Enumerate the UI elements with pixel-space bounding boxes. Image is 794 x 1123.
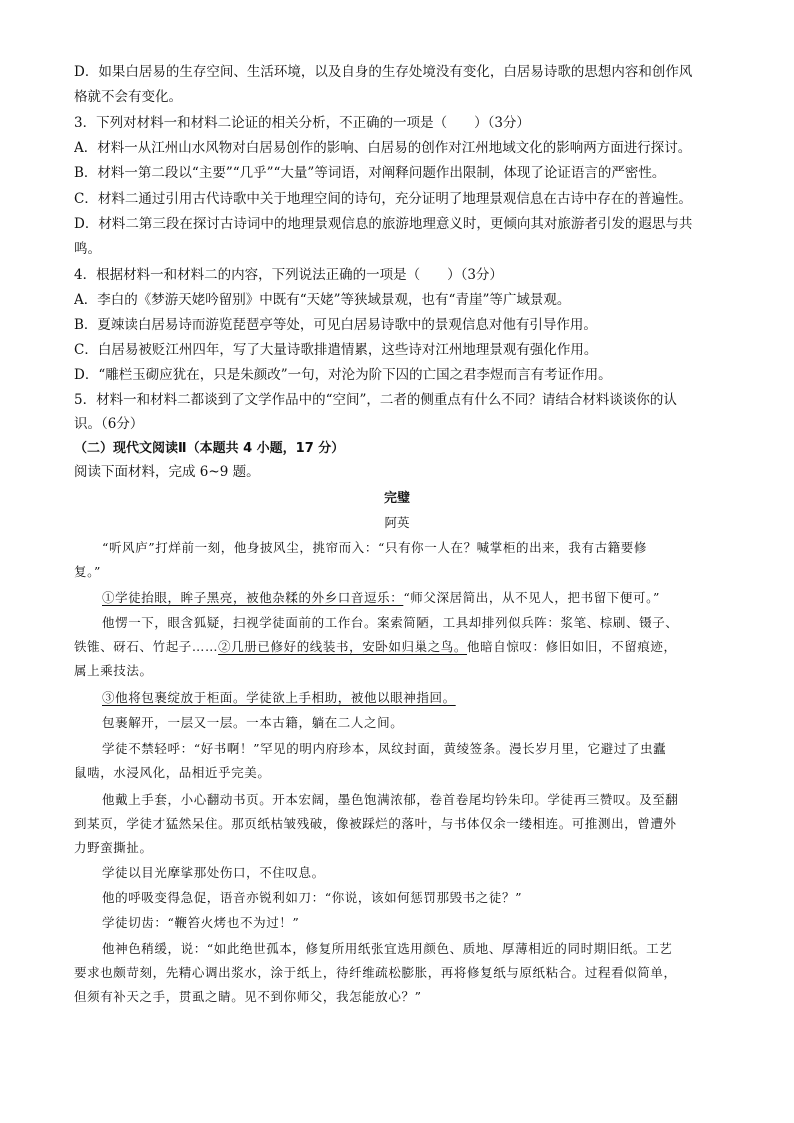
story-paragraph-line: 鼠啮，水浸风化，品相近乎完美。 [74,765,271,780]
q2-option-d-line2: 格就不会有变化。 [74,89,182,105]
story-paragraph-2 [74,588,762,608]
story-paragraph-line: 学徒切齿：“鞭笞火烤也不为过！” [102,915,300,930]
underlined-sentence-1: ①学徒抬眼，眸子黑亮，被他杂糅的外乡口音逗乐： [102,590,404,605]
q3-option-c: C．材料二通过引用古代诗歌中关于地理空间的诗句，充分证明了地理景观信息在古诗中存在的普遍性。 [74,191,692,207]
story-paragraph-3-line2 [74,637,734,657]
story-paragraph-line: 他的呼吸变得急促，语音亦锐利如刀：“你说，该如何惩罚那毁书之徒？” [102,890,523,905]
q5-stem-line1: 5．材料一和材料二都谈到了文学作品中的“空间”，二者的侧重点有什么不同？请结合材料谈谈你的认 [74,392,677,408]
section-instruction: 阅读下面材料，完成 6~9 题。 [74,464,260,480]
q3-option-b: B．材料一第二段以“主要”“几乎”“大量”等词语，对阐释问题作出限制，体现了论证语言的严密性。 [74,165,666,181]
story-text: “师父深居简出，从不见人，把书留下便可。” [403,590,660,605]
q4-option-a: A．李白的《梦游天姥吟留别》中既有“天姥”等狭域景观，也有“青崖”等广域景观。 [74,292,571,308]
story-paragraph-line: 学徒不禁轻呼：“好书啊！”罕见的明内府珍本，凤纹封面，黄绫签条。漫长岁月里，它避过了虫蠹 [102,741,667,756]
story-paragraph-line: 到某页，学徒才猛然呆住。那页纸枯皱残破，像被踩烂的落叶，与书体仅余一缕相连。可推测出，曾遭外 [74,816,677,831]
story-paragraph-line: 要求也颇苛刻，先精心调出浆水，涂于纸上，待纤维疏松膨胀，再将修复纸与原纸粘合。过程看似简单， [74,965,677,980]
story-paragraph-line: 但须有补天之手，贯虱之睛。见不到你师父，我怎能放心？” [74,989,422,1004]
q3-option-d-line1: D．材料二第三段在探讨古诗词中的地理景观信息的旅游地理意义时，更倾向其对旅游者引发的遐思与共 [74,216,693,232]
story-title: 完璧 [383,491,410,506]
q5-stem-line2: 识。（6分） [74,416,144,432]
underlined-sentence-3: ③他将包裹绽放于柜面。学徒欲上手相助，被他以眼神指回。 [102,690,456,705]
q3-option-a: A．材料一从江州山水风物对白居易创作的影响、白居易的创作对江州地域文化的影响两方面进行探讨。 [74,140,692,156]
story-text: 铁锥、砑石、竹起子…… [74,639,219,654]
story-paragraph-line: 他神色稍缓，说：“如此绝世孤本，修复所用纸张宜选用颜色、质地、厚薄相近的同时期旧纸。工艺 [102,941,673,956]
story-paragraph-line: “听风庐”打烊前一刻，他身披风尘，挑帘而入：“只有你一人在？喊掌柜的出来，我有古籍要修 [102,540,647,555]
story-paragraph-line: 属上乘技法。 [74,663,153,678]
story-paragraph-line: 复。” [74,564,101,579]
q4-option-d: D．“雕栏玉砌应犹在，只是朱颜改”一句，对沦为阶下囚的亡国之君李煜而言有考证作用。 [74,367,612,383]
underlined-sentence-2: ②几册已修好的线装书，安卧如归巢之鸟。 [218,639,468,654]
story-paragraph-4 [74,688,762,708]
q4-option-c: C．白居易被贬江州四年，写了大量诗歌排遣情累，这些诗对江州地理景观有强化作用。 [74,342,598,358]
q4-stem: 4．根据材料一和材料二的内容，下列说法正确的一项是（ ）（3分） [74,267,503,283]
story-paragraph-line: 他戴上手套，小心翻动书页。开本宏阔，墨色饱满浓郁，卷首卷尾均钤朱印。学徒再三赞叹。及至翻 [102,792,679,807]
story-paragraph-line: 他愣一下，眼含狐疑，扫视学徒面前的工作台。案索简陋，工具却排列似兵阵：浆笔、棕刷、镊子、 [102,615,679,630]
story-paragraph-line: 力野蛮撕扯。 [74,840,153,855]
q3-option-d-line2: 鸣。 [74,241,101,257]
q4-option-b: B．夏竦读白居易诗而游览琵琶亭等处，可见白居易诗歌中的景观信息对他有引导作用。 [74,317,597,333]
q2-option-d-line1: D．如果白居易的生存空间、生活环境，以及自身的生存处境没有变化，白居易诗歌的思想内容和创作风 [74,64,693,80]
story-text: 他暗自惊叹：修旧如旧，不留痕迹， [467,639,677,654]
section-title: （二）现代文阅读Ⅱ（本题共 4 小题，17 分） [74,441,345,456]
q3-stem: 3．下列对材料一和材料二论证的相关分析，不正确的一项是（ ）（3分） [74,115,530,131]
story-paragraph-line: 包裹解开，一层又一层。一本古籍，躺在二人之间。 [102,715,404,730]
story-author: 阿英 [384,515,410,530]
story-paragraph-line: 学徒以目光摩挲那处伤口，不住叹息。 [102,865,325,880]
